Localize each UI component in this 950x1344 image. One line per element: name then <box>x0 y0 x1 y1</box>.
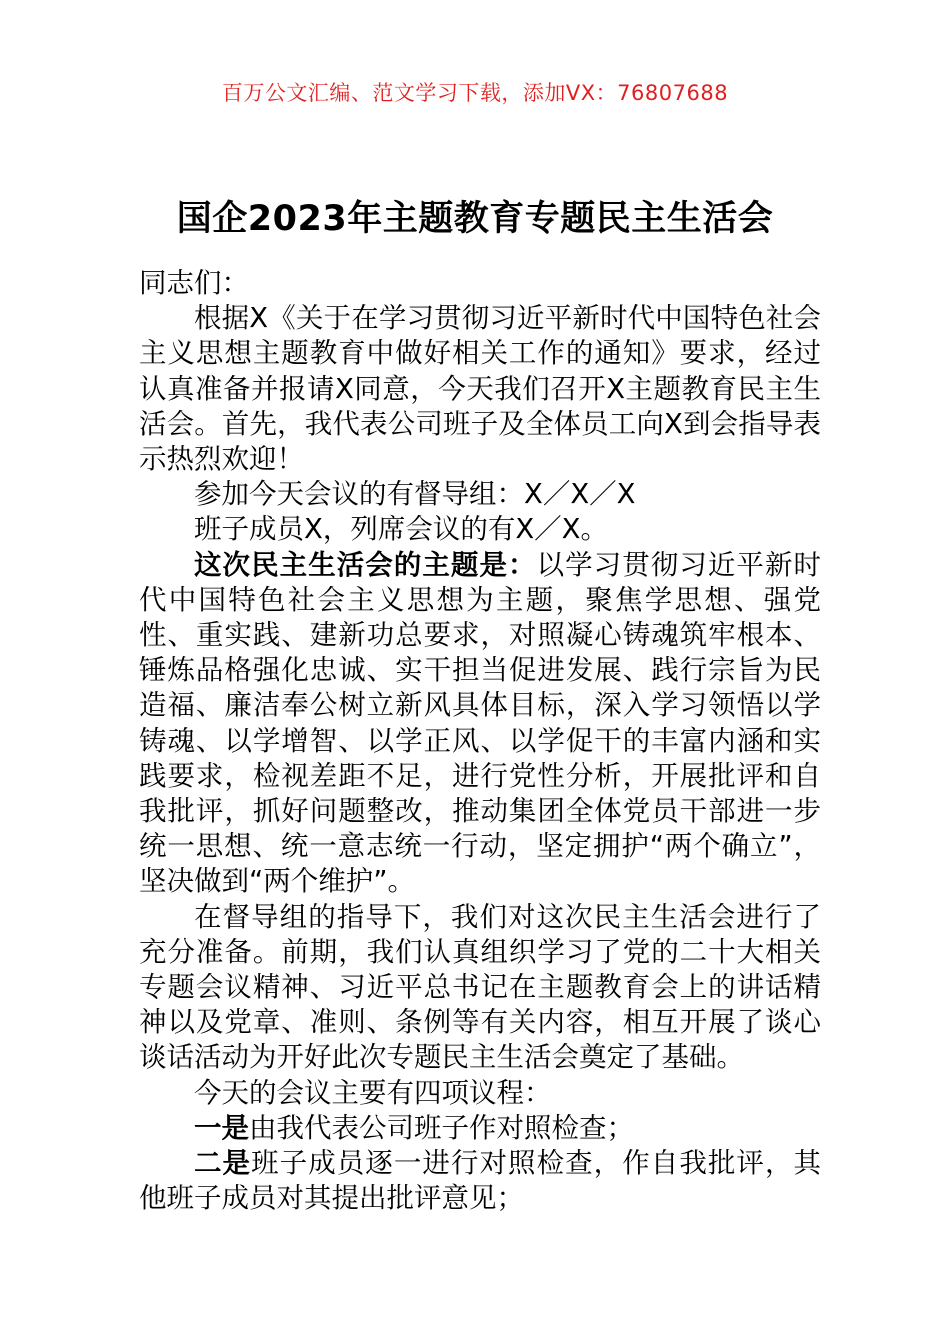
paragraph-team-members <box>139 512 821 547</box>
paragraph-lead-label: 这次民主生活会的主题是： <box>194 548 537 581</box>
paragraph-text: 班子成员X，列席会议的有X／X。 <box>194 513 609 546</box>
paragraph-opening-basis <box>139 301 821 477</box>
paragraph-lead-label: 二是 <box>194 1147 252 1180</box>
paragraph-text: 根据X《关于在学习贯彻习近平新时代中国特色社会主义思想主题教育中做好相关工作的通知》要求，经过认真准备并报请X同意，今天我们召开X主题教育民主生活会。首先，我代表公司班子及全体员工向X到会指导表示热烈欢迎！ <box>139 302 821 476</box>
paragraph-agenda-item-1 <box>139 1111 821 1146</box>
paragraph-supervision-group <box>139 477 821 512</box>
paragraph-preparation <box>139 900 821 1076</box>
paragraph-text: 由我代表公司班子作对照检查； <box>249 1111 634 1144</box>
paragraph-text: 在督导组的指导下，我们对这次民主生活会进行了充分准备。前期，我们认真组织学习了党的二十大相关专题会议精神、习近平总书记在主题教育会上的讲话精神以及党章、准则、条例等有关内容，相互开展了谈心谈话活动为开好此次专题民主生活会奠定了基础。 <box>139 900 821 1074</box>
paragraph-agenda-intro <box>139 1076 821 1111</box>
paragraph-salutation <box>139 266 821 301</box>
paragraph-lead-label: 一是 <box>194 1111 249 1144</box>
paragraph-meeting-theme <box>139 548 821 900</box>
paragraph-agenda-item-2 <box>139 1146 821 1216</box>
document-body <box>139 266 821 1216</box>
paragraph-text: 以学习贯彻习近平新时代中国特色社会主义思想为主题，聚焦学思想、强党性、重实践、建新功总要求，对照凝心铸魂筑牢根本、锤炼品格强化忠诚、实干担当促进发展、践行宗旨为民造福、廉洁奉公树立新风具体目标，深入学习领悟以学铸魂、以学增智、以学正风、以学促干的丰富内涵和实践要求，检视差距不足，进行党性分析，开展批评和自我批评，抓好问题整改，推动集团全体党员干部进一步统一思想、统一意志统一行动，坚定拥护“两个确立”，坚决做到“两个维护”。 <box>139 548 822 898</box>
paragraph-text: 同志们： <box>139 267 249 299</box>
paragraph-text: 今天的会议主要有四项议程： <box>194 1076 552 1109</box>
promo-banner: 百万公文汇编、范文学习下载，添加VX：76807688 <box>221 81 729 105</box>
paragraph-text: 班子成员逐一进行对照检查，作自我批评，其他班子成员对其提出批评意见； <box>139 1147 822 1215</box>
page-title: 国企2023年主题教育专题民主生活会 <box>176 199 774 240</box>
paragraph-text: 参加今天会议的有督导组：X／X／X <box>194 478 636 511</box>
